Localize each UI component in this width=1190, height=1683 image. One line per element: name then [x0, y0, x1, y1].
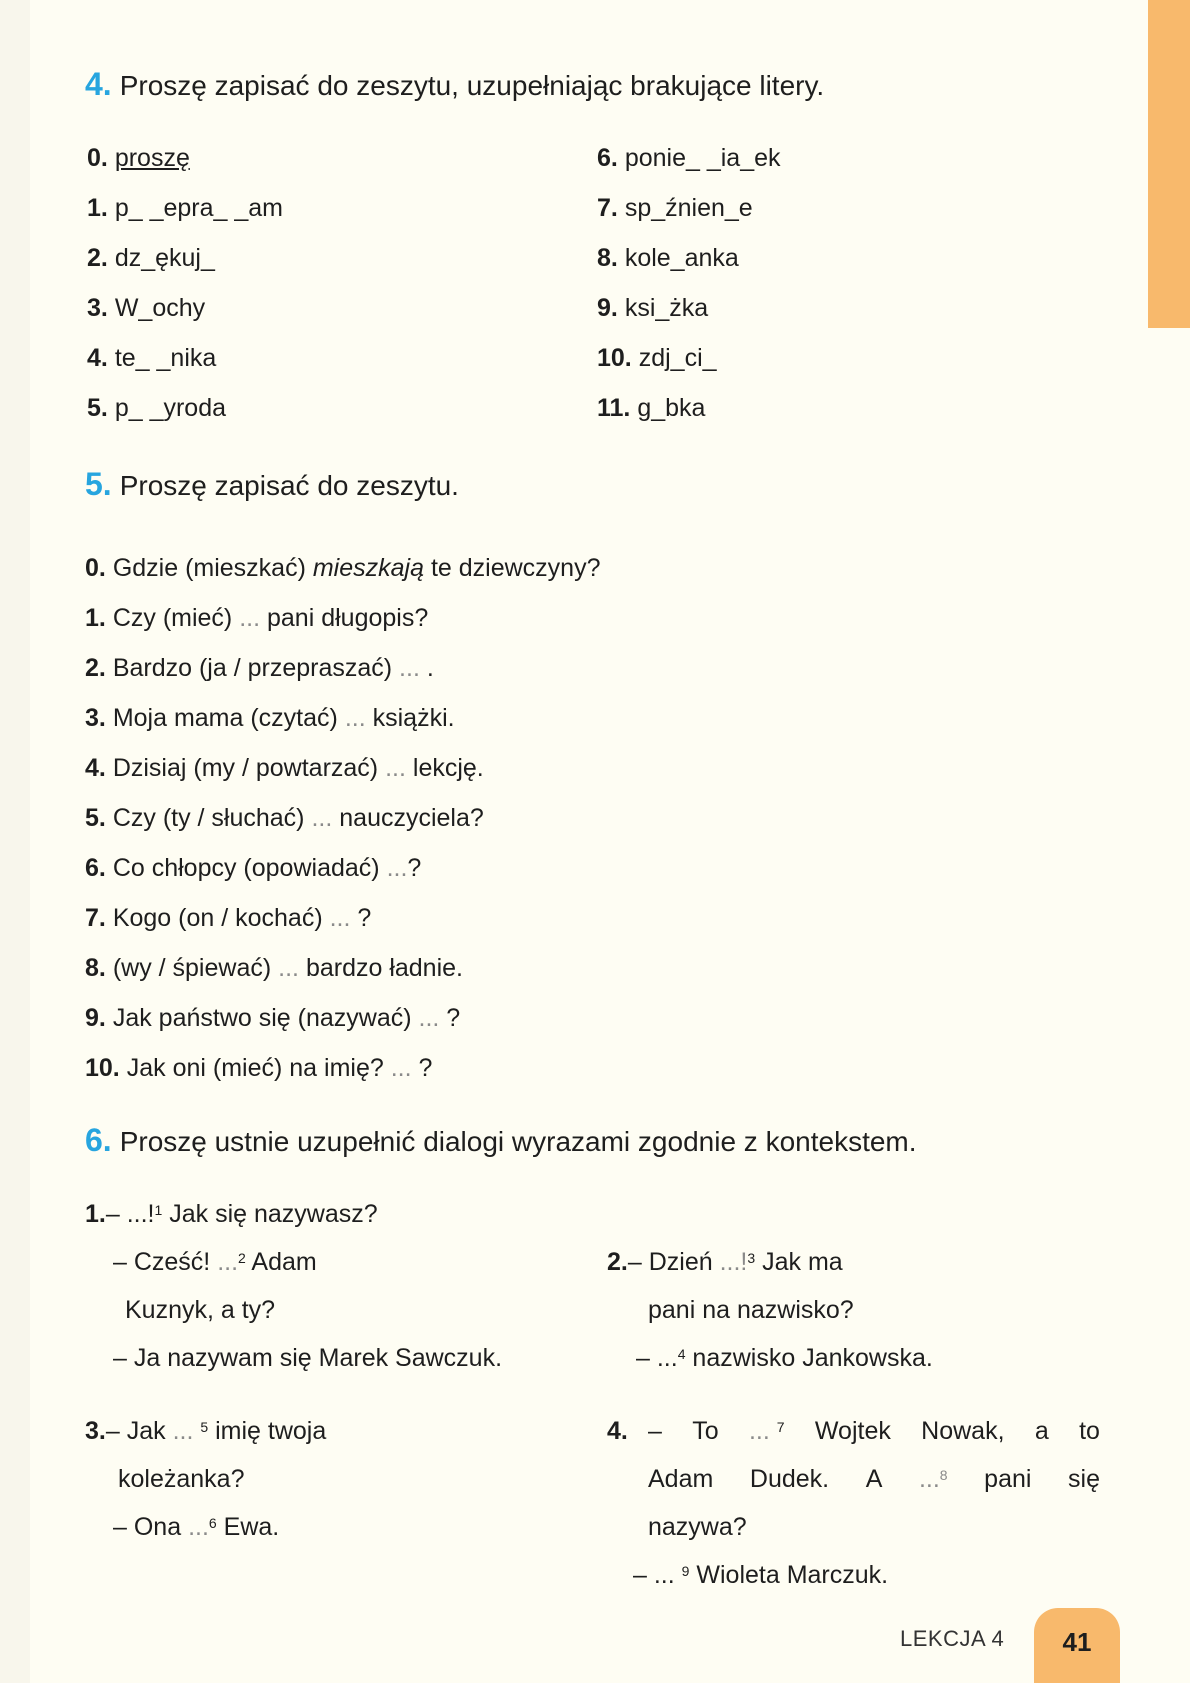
chapter-tab [1148, 0, 1190, 328]
ex4-item-11: 11. g_bka [597, 394, 706, 422]
ex5-item-2: 2. Bardzo (ja / przepraszać) ... . [85, 654, 434, 682]
ex4-item-1: 1. p_ _epra_ _am [87, 194, 283, 222]
dialog-3-line-3: – Ona ...$^6$ Ewa. [113, 1513, 280, 1541]
dialog-1-line-3: Kuznyk, a ty? [125, 1296, 276, 1324]
page-number: 41 [1034, 1608, 1120, 1683]
ex4-item-6: 6. ponie_ _ia_ek [597, 144, 781, 172]
exercise-number: 6. [85, 1122, 112, 1158]
ex4-item-0: 0. proszę [87, 144, 190, 172]
exercise-instruction: Proszę zapisać do zeszytu, uzupełniając brakujące litery. [119, 70, 825, 101]
ex5-item-1: 1. Czy (mieć) ... pani długopis? [85, 604, 429, 632]
dialog-1-line-2: – Cześć! ...$^2$ Adam [113, 1248, 317, 1276]
dialog-4-line-4: – ... $^9$ Wioleta Marczuk. [633, 1561, 889, 1589]
page-margin-strip [0, 0, 30, 1683]
ex4-item-8: 8. kole_anka [597, 244, 739, 272]
ex5-item-4: 4. Dzisiaj (my / powtarzać) ... lekcję. [85, 754, 484, 782]
dialog-4-line-3: nazywa? [648, 1513, 747, 1541]
ex4-item-7: 7. sp_źnien_e [597, 194, 753, 222]
ex5-item-7: 7. Kogo (on / kochać) ... ? [85, 904, 372, 932]
exercise-6-title [85, 1122, 917, 1159]
example-answer: mieszkają [312, 554, 425, 582]
ex4-item-3: 3. W_ochy [87, 294, 206, 322]
exercise-instruction: Proszę zapisać do zeszytu. [119, 470, 459, 501]
exercise-number: 5. [85, 466, 112, 502]
exercise-4-title [85, 66, 824, 103]
exercise-number: 4. [85, 66, 112, 102]
ex5-item-8: 8. (wy / śpiewać) ... bardzo ładnie. [85, 954, 463, 982]
ex5-item-6: 6. Co chłopcy (opowiadać) ...? [85, 854, 422, 882]
dialog-4-line-2: Adam Dudek. A ...$^8$ pani się [648, 1465, 1100, 1493]
ex5-item-9: 9. Jak państwo się (nazywać) ... ? [85, 1004, 461, 1032]
dialog-3-line-2: koleżanka? [118, 1465, 245, 1493]
dialog-1-line-1: 1.– ...!$^1$ Jak się nazywasz? [85, 1200, 378, 1228]
dialog-2-line-2: pani na nazwisko? [648, 1296, 854, 1324]
ex5-item-10: 10. Jak oni (mieć) na imię? ... ? [85, 1054, 433, 1082]
dialog-4-line-1: – To ... $^7$ Wojtek Nowak, a to [648, 1417, 1100, 1445]
dialog-4-number: 4. [607, 1417, 628, 1445]
exercise-instruction: Proszę ustnie uzupełnić dialogi wyrazami zgodnie z kontekstem. [119, 1126, 917, 1157]
exercise-5-title [85, 466, 459, 503]
dialog-2-line-1: 2.– Dzień ...!$^3$ Jak ma [607, 1248, 843, 1276]
ex5-item-3: 3. Moja mama (czytać) ... książki. [85, 704, 455, 732]
dialog-1-line-4: – Ja nazywam się Marek Sawczuk. [113, 1344, 503, 1372]
dialog-3-line-1: 3.– Jak ... $^5$ imię twoja [85, 1417, 327, 1445]
ex4-item-5: 5. p_ _yroda [87, 394, 227, 422]
ex4-item-9: 9. ksi_żka [597, 294, 709, 322]
dialog-2-line-3: – ...$^4$ nazwisko Jankowska. [636, 1344, 933, 1372]
lesson-label: LEKCJA 4 [900, 1626, 1005, 1651]
ex4-item-2: 2. dz_ękuj_ [87, 244, 215, 272]
ex5-item-0: 0. Gdzie (mieszkać) mieszkają te dziewczyny? [85, 554, 601, 582]
ex4-item-4: 4. te_ _nika [87, 344, 217, 372]
ex4-item-10: 10. zdj_ci_ [597, 344, 717, 372]
ex5-item-5: 5. Czy (ty / słuchać) ... nauczyciela? [85, 804, 484, 832]
